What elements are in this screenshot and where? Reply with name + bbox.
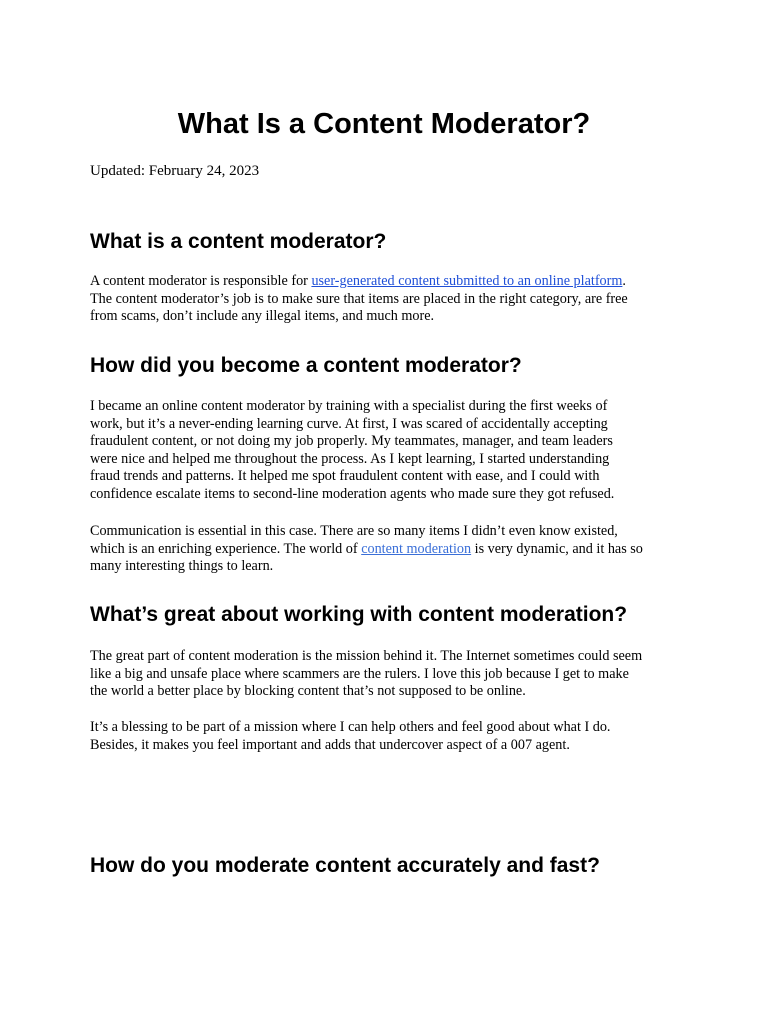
- paragraph-line: many interesting things to learn.: [90, 558, 274, 575]
- paragraph-line: from scams, don’t include any illegal items, and much more.: [90, 308, 435, 325]
- updated-date: Updated: February 24, 2023: [90, 163, 260, 179]
- paragraph-line: work, but it’s a never-ending learning curve. At first, I was scared of accidentally accepting: [90, 415, 608, 432]
- paragraph-line: were nice and helped me throughout the process. As I kept learning, I started understanding: [90, 450, 610, 467]
- paragraph-line: fraud trends and patterns. It helped me spot fraudulent content with ease, and I could with: [90, 468, 600, 485]
- paragraph-line: The content moderator’s job is to make sure that items are placed in the right category, are free: [90, 290, 628, 307]
- section-heading-what-is: What is a content moderator?: [90, 230, 387, 253]
- page-title: What Is a Content Moderator?: [177, 108, 591, 140]
- content-moderation-link[interactable]: content moderation: [361, 540, 472, 557]
- paragraph-line: The great part of content moderation is the mission behind it. The Internet sometimes could seem: [90, 648, 643, 664]
- paragraph-line: I became an online content moderator by training with a specialist during the first weeks of: [90, 398, 608, 414]
- paragraph-training: [90, 398, 690, 504]
- ugc-link[interactable]: user-generated content submitted to an online platform: [311, 273, 623, 289]
- paragraph-line: like a big and unsafe place where scammers are the rulers. I love this job because I get to make: [90, 665, 629, 682]
- paragraph-communication: [90, 523, 690, 576]
- paragraph-line: the world a better place by blocking content that’s not supposed to be online.: [90, 683, 526, 700]
- paragraph-mission: [90, 648, 690, 701]
- paragraph-line: It’s a blessing to be part of a mission where I can help others and feel good about what I do.: [90, 719, 611, 735]
- paragraph-line: fraudulent content, or not doing my job properly. My teammates, manager, and team leaders: [90, 433, 613, 450]
- paragraph-blessing: [90, 719, 690, 754]
- paragraph-definition: [90, 273, 690, 326]
- paragraph-line: Communication is essential in this case. There are so many items I didn’t even know existed,: [90, 523, 618, 539]
- section-heading-whats-great: What’s great about working with content moderation?: [90, 603, 628, 626]
- paragraph-line: which is an enriching experience. The world of content moderation is very dynamic, and it has so: [90, 540, 643, 557]
- paragraph-line: Besides, it makes you feel important and adds that undercover aspect of a 007 agent.: [90, 736, 570, 753]
- paragraph-line: confidence escalate items to second-line moderation agents who made sure they got refused.: [90, 485, 615, 502]
- paragraph-line: A content moderator is responsible for user-generated content submitted to an online platform.: [90, 273, 626, 289]
- section-heading-how-become: How did you become a content moderator?: [90, 354, 522, 377]
- section-heading-how-moderate: How do you moderate content accurately and fast?: [90, 854, 600, 877]
